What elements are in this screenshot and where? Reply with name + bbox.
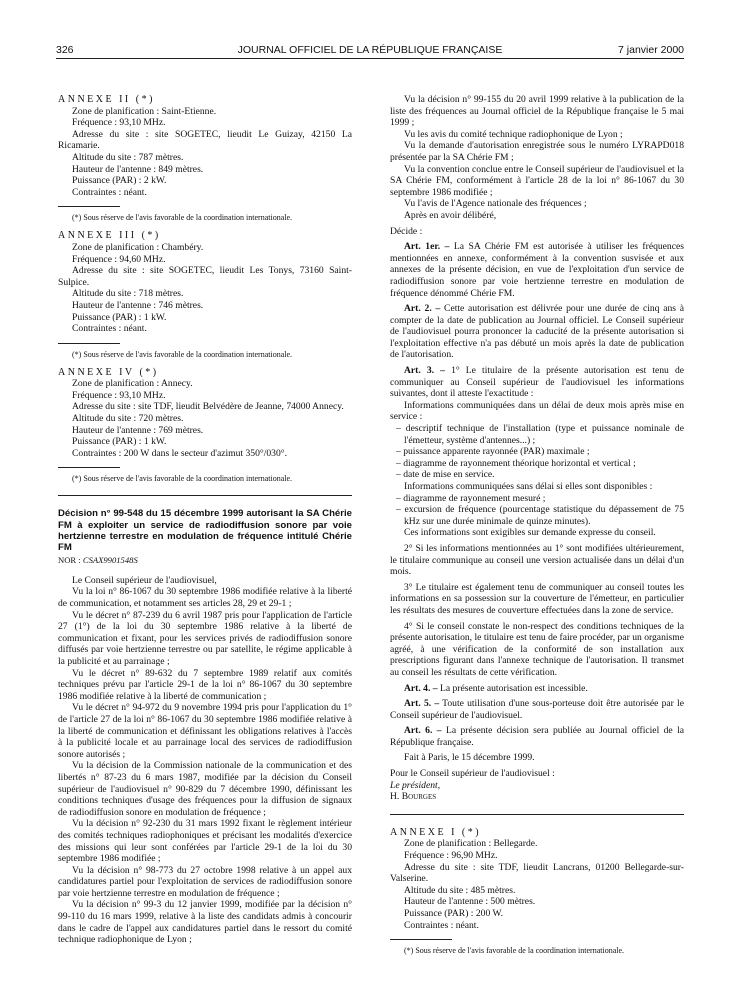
paragraph: Vu la convention conclue entre le Conseil supérieur de l'audiovisuel et la SA Chérie FM, conformément à l'article 28 de la loi n° 86-1067 du 30 septembre 1986 modifiée ; — [390, 163, 684, 198]
annexe-line: Fréquence : 93,10 MHz. — [72, 117, 166, 129]
list-item: – diagramme de rayonnement théorique horizontal et vertical ; — [396, 457, 636, 469]
annexe-3 — [58, 230, 352, 359]
footnote: (*) Sous réserve de l'avis favorable de la coordination internationale. — [72, 474, 293, 484]
annexe-line: Adresse du site : site SOGETEC, lieudit Le Guizay, 42150 La Ricamarie. — [58, 128, 352, 152]
paragraph: 2° Si les informations mentionnées au 1° sont modifiées ultérieurement, le titulaire communique au conseil une version actualisée dans un délai d'un mois. — [390, 542, 684, 578]
annexe-line: Altitude du site : 485 mètres. — [404, 884, 516, 896]
paragraph: Vu la décision n° 92-230 du 31 mars 1992 fixant le règlement intérieur des comités techniques radiophoniques et précisant les modalités d'exercice des missions qui leur sont conférées par l'article 29-1 de la loi du 30 septembre 1986 modifiée ; — [58, 818, 352, 865]
list-item: – descriptif technique de l'installation (type et puissance nominale de l'émetteur, système d'antennes...) ; — [396, 423, 684, 446]
article-label: Art. 2. – — [404, 303, 441, 315]
article-text: 1° Le titulaire de la présente autorisation est tenu de communiquer au Conseil supérieur de l'audiovisuel les informations suivantes, dont il atteste l'exactitude : — [390, 365, 684, 400]
signature-date: Fait à Paris, le 15 décembre 1999. — [404, 752, 535, 764]
paragraph: Vu la décision n° 99-155 du 20 avril 1999 relative à la publication de la liste des fréquences au Journal officiel de la République française le 5 mai 1999 ; — [390, 94, 684, 129]
annexe-title: ANNEXE II (*) — [58, 94, 155, 105]
article-1 — [390, 241, 684, 299]
annexe-title: ANNEXE I (*) — [390, 826, 482, 838]
header-rule — [56, 58, 684, 59]
footnote-rule — [58, 467, 120, 468]
paragraph: Vu la décision n° 98-773 du 27 octobre 1998 relative à un appel aux candidatures partiel pour l'exploitation de services de radiodiffusion sonore par voie hertzienne terrestre en modulation de fréquence ; — [58, 864, 352, 899]
list-item: – diagramme de rayonnement mesuré ; — [396, 492, 546, 504]
paragraph: Le Conseil supérieur de l'audiovisuel, — [72, 574, 217, 586]
annexe-line: Fréquence : 94,60 MHz. — [72, 253, 166, 265]
annexe-line: Puissance (PAR) : 1 kW. — [72, 436, 167, 448]
article-3 — [390, 365, 684, 400]
article-2 — [390, 303, 684, 361]
annexe-4 — [58, 367, 352, 485]
paragraph: Vu la décision n° 99-3 du 12 janvier 1999, modifiée par la décision n° 99-110 du 16 mars 1999, relative à la liste des candidats admis à concourir dans le cadre de l'appel aux candidatures partiel dans le ressort du comité technique radiophonique de Lyon ; — [58, 899, 352, 946]
annexe-line: Adresse du site : site TDF, lieudit Lancrans, 01200 Bellegarde-sur-Valserine. — [390, 861, 684, 885]
annexe-line: Puissance (PAR) : 200 W. — [404, 908, 504, 919]
annexe-line: Contraintes : néant. — [72, 323, 147, 335]
annexe-line: Altitude du site : 720 mètres. — [72, 413, 184, 425]
section-separator — [390, 814, 684, 815]
annexe-line: Fréquence : 93,10 MHz. — [72, 389, 166, 401]
journal-title: JOURNAL OFFICIEL DE LA RÉPUBLIQUE FRANÇAISE — [237, 44, 503, 56]
annexe-line: Zone de planification : Chambéry. — [72, 241, 204, 253]
article-text: La présente décision sera publiée au Journal officiel de la République française. — [390, 725, 684, 748]
decide-heading: Décide : — [390, 225, 423, 237]
footnote: (*) Sous réserve de l'avis favorable de la coordination internationale. — [404, 946, 625, 956]
annexe-line: Hauteur de l'antenne : 746 mètres. — [72, 299, 204, 311]
signature-line: Pour le Conseil supérieur de l'audiovisuel : — [390, 768, 555, 780]
list-item: – date de mise en service. — [396, 469, 495, 481]
page-header — [56, 44, 684, 58]
footnote: (*) Sous réserve de l'avis favorable de la coordination internationale. — [72, 213, 293, 223]
annexe-1 — [390, 827, 684, 956]
annexe-title: ANNEXE III (*) — [58, 230, 161, 242]
annexe-line: Puissance (PAR) : 1 kW. — [72, 311, 167, 323]
paragraph: Informations communiquées dans un délai de deux mois après mise en service : — [390, 399, 684, 423]
nor-label: NOR : — [58, 555, 81, 566]
annexe-line: Hauteur de l'antenne : 769 mètres. — [72, 424, 204, 436]
paragraph: Ces informations sont exigibles sur demande expresse du conseil. — [404, 527, 656, 539]
annexe-2 — [58, 94, 352, 223]
nor-reference — [58, 555, 352, 567]
article-5 — [390, 698, 684, 721]
decision-title: Décision n° 99-548 du 15 décembre 1999 autorisant la SA Chérie FM à exploiter un service de radiodiffusion sonore par voie hertzienne terrestre en modulation de fréquence intitulé Chérie FM — [58, 508, 352, 554]
article-text: Toute utilisation d'une sous-porteuse doit être autorisée par le Conseil supérieur de l'audiovisuel. — [390, 698, 684, 721]
paragraph: Vu les avis du comité technique radiophonique de Lyon ; — [404, 128, 623, 140]
paragraph: Après en avoir délibéré, — [404, 209, 497, 221]
paragraph: Informations communiquées sans délai si elles sont disponibles : — [404, 481, 653, 492]
annexe-line: Zone de planification : Saint-Etienne. — [72, 105, 217, 117]
list-item: – puissance apparente rayonnée (PAR) maximale ; — [396, 446, 590, 458]
article-label: Art. 6. – — [404, 725, 442, 737]
footnote-rule — [58, 206, 120, 207]
article-4 — [390, 683, 684, 695]
article-label: Art. 5. – — [404, 698, 440, 710]
article-text: La présente autorisation est incessible. — [439, 682, 588, 694]
footnote-rule — [58, 343, 120, 344]
annexe-line: Adresse du site : site SOGETEC, lieudit Les Tonys, 73160 Saint-Sulpice. — [58, 265, 352, 288]
annexe-line: Zone de planification : Annecy. — [72, 378, 193, 390]
article-6 — [390, 725, 684, 748]
paragraph: Vu le décret n° 89-632 du 7 septembre 1989 relatif aux comités techniques prévu par l'article 29-1 de la loi n° 86-1067 du 30 septembre 1986 modifiée relative à la liberté de communication ; — [58, 667, 352, 702]
annexe-line: Hauteur de l'antenne : 849 mètres. — [72, 163, 204, 175]
article-label: Art. 3. – — [404, 365, 445, 377]
annexe-line: Altitude du site : 787 mètres. — [72, 151, 184, 163]
footnote: (*) Sous réserve de l'avis favorable de la coordination internationale. — [72, 349, 293, 359]
paragraph: 4° Si le conseil constate le non-respect des conditions techniques de la présente autorisation, le titulaire est tenu de faire procéder, par un organisme agréé, à une vérification de la conformité de son installation aux prescriptions figurant dans l'annexe technique de l'autorisation. Il transmet au conseil les résultats de cette vérification. — [390, 620, 684, 678]
paragraph: Vu la demande d'autorisation enregistrée sous le numéro LYRAPD018 présentée par la SA Chérie FM ; — [390, 140, 684, 163]
signature-role: Le président, — [390, 779, 441, 791]
issue-date: 7 janvier 2000 — [618, 44, 684, 56]
page-number: 326 — [56, 44, 74, 56]
info-list — [390, 493, 684, 528]
article-text: La SA Chérie FM est autorisée à utiliser les fréquences mentionnées en annexe, conformément à la convention susvisée et aux annexes de la présente décision, en vue de l'exploitation d'un service de radiodiffusion sonore par voie hertzienne terrestre en modulation de fréquence dénommé Chérie FM. — [390, 241, 684, 299]
paragraph: Vu la décision de la Commission nationale de la communication et des libertés n° 87-23 du 6 mars 1987, modifiée par la décision du Conseil supérieur de l'audiovisuel n° 90-829 du 7 décembre 1990, définissant les conditions techniques d'usage des fréquences pour la diffusion de signaux de radiodiffusion sonore en modulation de fréquence ; — [58, 760, 352, 818]
annexe-line: Fréquence : 96,90 MHz. — [404, 850, 498, 862]
annexe-line: Contraintes : néant. — [404, 919, 479, 931]
info-list — [390, 423, 684, 481]
annexe-line: Hauteur de l'antenne : 500 mètres. — [404, 896, 536, 908]
paragraph: Vu la loi n° 86-1067 du 30 septembre 1986 modifiée relative à la liberté de communication, et notamment ses articles 28, 29 et 29-1 ; — [58, 586, 352, 610]
article-text: Cette autorisation est délivrée pour une durée de cinq ans à compter de la date de publication au Journal officiel. Le Conseil supérieur de l'audiovisuel pourra prononcer la caducité de la présente autorisation si l'exploitation effective n'a pas débuté un mois après la date de publication de l'autorisation. — [390, 303, 685, 361]
paragraph: Vu l'avis de l'Agence nationale des fréquences ; — [404, 198, 587, 210]
paragraph: 3° Le titulaire est également tenu de communiquer au conseil toutes les informations en sa possession sur la couverture de l'émetteur, en particulier les résultats des mesures de couverture effectuées dans la zone de service. — [390, 581, 684, 616]
list-item: – excursion de fréquence (pourcentage statistique du dépassement de 75 kHz sur une durée minimale de quinze minutes). — [396, 504, 684, 527]
annexe-line: Altitude du site : 718 mètres. — [72, 288, 184, 300]
annexe-line: Adresse du site : site TDF, lieudit Belvédère de Jeanne, 74000 Annecy. — [72, 401, 344, 413]
annexe-title: ANNEXE IV (*) — [58, 366, 159, 378]
article-label: Art. 4. – — [404, 682, 438, 694]
annexe-line: Zone de planification : Bellegarde. — [404, 838, 538, 850]
right-column — [390, 94, 684, 956]
footnote-rule — [390, 939, 452, 940]
annexe-line: Contraintes : 200 W dans le secteur d'azimut 350°/030°. — [72, 447, 288, 459]
left-column — [58, 94, 352, 946]
paragraph: Vu le décret n° 94-972 du 9 novembre 1994 pris pour l'application du 1° de l'article 27 de la loi n° 86-1067 du 30 septembre 1986 modifiée relative à la liberté de communication et définissant les obligations relatives à l'accès à la publicité locale et au parrainage local des services de radiodiffusion sonore autorisés ; — [58, 702, 352, 760]
section-separator — [58, 495, 352, 496]
nor-code: CSAX9901548S — [82, 555, 138, 566]
article-label: Art. 1er. – — [404, 241, 450, 253]
signature-name: H. Bourges — [390, 791, 437, 803]
annexe-line: Contraintes : néant. — [72, 186, 147, 198]
paragraph: Vu le décret n° 87-239 du 6 avril 1987 pris pour l'application de l'article 27 (1°) de la loi du 30 septembre 1986 relative à la liberté de communication et fixant, pour les services privés de radiodiffusion sonore diffusés par voie hertzienne terrestre ou par satellite, le régime applicable à la publicité et au parrainage ; — [58, 609, 352, 667]
annexe-line: Puissance (PAR) : 2 kW. — [72, 175, 167, 187]
